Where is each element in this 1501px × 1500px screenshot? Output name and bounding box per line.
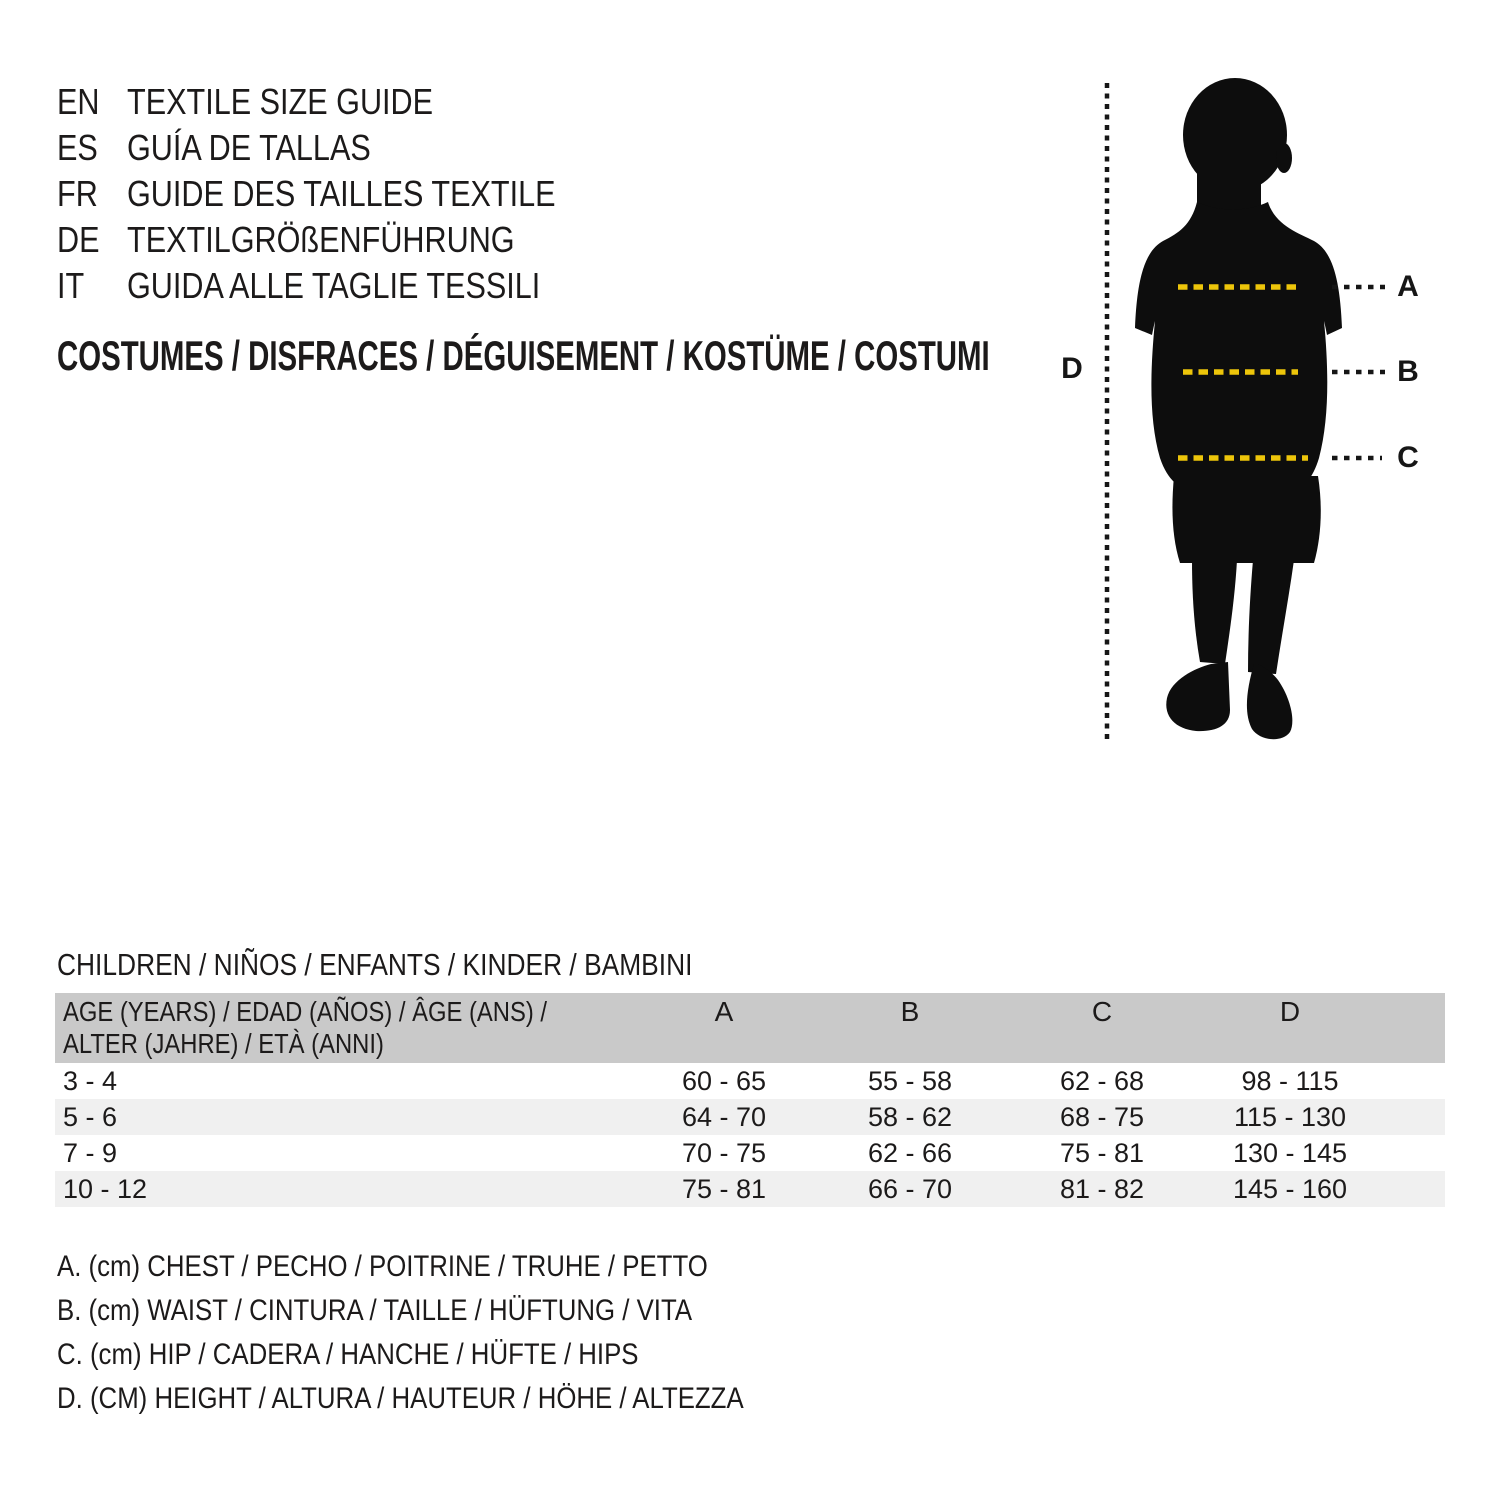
language-row-de (57, 220, 631, 266)
language-title-text: GUÍA DE TALLAS (127, 127, 371, 168)
language-title-text: TEXTILGRÖßENFÜHRUNG (127, 219, 515, 260)
table-row (55, 1171, 1445, 1207)
age-cell: 10 - 12 (63, 1174, 148, 1204)
language-title (127, 82, 487, 122)
language-code-text: DE (57, 219, 100, 260)
height-cell: 130 - 145 (1232, 1138, 1348, 1168)
language-code (57, 266, 127, 306)
height-cell: 145 - 160 (1232, 1174, 1348, 1204)
waist-cell: 66 - 70 (867, 1174, 953, 1204)
children-section-title (57, 948, 805, 982)
language-title (127, 128, 414, 168)
children-size-table (55, 993, 1445, 1207)
legend-text: A. (cm) CHEST / PECHO / POITRINE / TRUHE / PETTO (57, 1250, 708, 1283)
chest-cell: 64 - 70 (681, 1102, 767, 1132)
chest-label: A (1397, 270, 1419, 303)
waist-cell: 55 - 58 (867, 1066, 953, 1096)
age-column-header (55, 993, 630, 1063)
language-code (57, 174, 127, 214)
chest-cell: 60 - 65 (681, 1066, 767, 1096)
legend-line-waist (57, 1294, 855, 1338)
measure-legend (57, 1250, 855, 1426)
height-cell: 98 - 115 (1241, 1066, 1339, 1096)
legend-text: C. (cm) HIP / CADERA / HANCHE / HÜFTE / HIPS (57, 1338, 639, 1371)
legend-text: B. (cm) WAIST / CINTURA / TAILLE / HÜFTUNG / VITA (57, 1294, 693, 1327)
hip-label: C (1397, 441, 1419, 474)
language-code-text: ES (57, 127, 98, 168)
language-title-list (57, 82, 631, 312)
hip-cell: 68 - 75 (1059, 1102, 1145, 1132)
chest-cell: 70 - 75 (681, 1138, 767, 1168)
column-header-c: C (1091, 996, 1113, 1027)
age-cell: 5 - 6 (63, 1102, 118, 1132)
column-header-a: A (714, 996, 734, 1027)
language-code-text: IT (57, 265, 85, 306)
language-title (127, 220, 583, 260)
language-code-text: FR (57, 173, 98, 214)
chest-cell: 75 - 81 (681, 1174, 767, 1204)
waist-label: B (1397, 355, 1419, 388)
language-title (127, 266, 613, 306)
legend-line-height (57, 1382, 855, 1426)
hip-cell: 75 - 81 (1059, 1138, 1145, 1168)
language-title-text: GUIDE DES TAILLES TEXTILE (127, 173, 556, 214)
legend-line-hip (57, 1338, 855, 1382)
age-header-line2: ALTER (JAHRE) / ETÀ (ANNI) (63, 1028, 384, 1059)
age-header-line1: AGE (YEARS) / EDAD (AÑOS) / ÂGE (ANS) / (63, 996, 548, 1027)
hip-cell: 62 - 68 (1059, 1066, 1145, 1096)
age-cell: 3 - 4 (63, 1066, 118, 1096)
waist-cell: 62 - 66 (867, 1138, 953, 1168)
table-header-row (55, 993, 1445, 1063)
height-label: D (1061, 352, 1083, 385)
column-header-d: D (1279, 996, 1301, 1027)
language-title-text: GUIDA ALLE TAGLIE TESSILI (127, 265, 541, 306)
hip-cell: 81 - 82 (1059, 1174, 1145, 1204)
height-cell: 115 - 130 (1233, 1102, 1347, 1132)
table-row (55, 1099, 1445, 1135)
language-code (57, 82, 127, 122)
legend-line-chest (57, 1250, 855, 1294)
table-row (55, 1135, 1445, 1171)
language-title-text: TEXTILE SIZE GUIDE (127, 81, 434, 122)
legend-text: D. (CM) HEIGHT / ALTURA / HAUTEUR / HÖHE / ALTEZZA (57, 1382, 744, 1415)
child-silhouette-graphic (1040, 75, 1480, 765)
child-silhouette (1135, 78, 1342, 739)
age-cell: 7 - 9 (63, 1138, 118, 1168)
category-title-text: COSTUMES / DISFRACES / DÉGUISEMENT / KOSTÜME / COSTUMI (57, 332, 990, 379)
waist-cell: 58 - 62 (867, 1102, 953, 1132)
language-code (57, 220, 127, 260)
children-section-title-text: CHILDREN / NIÑOS / ENFANTS / KINDER / BAMBINI (57, 947, 693, 982)
language-code-text: EN (57, 81, 100, 122)
language-row-it (57, 266, 631, 312)
language-row-fr (57, 174, 631, 220)
measurement-figure (1040, 75, 1480, 765)
language-row-es (57, 128, 631, 174)
column-header-b: B (900, 996, 920, 1027)
language-code (57, 128, 127, 168)
language-title (127, 174, 631, 214)
language-row-en (57, 82, 631, 128)
table-row (55, 1063, 1445, 1099)
